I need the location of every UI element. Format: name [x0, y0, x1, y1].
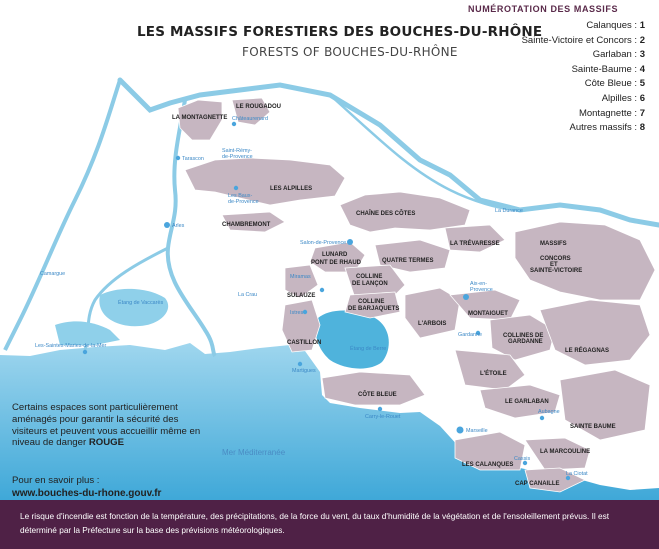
svg-text:Marseille: Marseille	[466, 428, 488, 434]
legend-heading: NUMÉROTATION DES MASSIFS	[468, 4, 619, 14]
svg-text:Étang de Berre: Étang de Berre	[350, 346, 387, 352]
legend-item: Alpilles : 6	[601, 92, 645, 104]
svg-text:Tarascon: Tarascon	[182, 156, 204, 162]
svg-text:Provence: Provence	[470, 287, 493, 293]
svg-text:Camargue: Camargue	[40, 271, 66, 277]
map-subtitle: FORESTS OF BOUCHES-DU-RHÔNE	[242, 45, 458, 59]
svg-text:La Ciotat: La Ciotat	[566, 471, 588, 477]
legend-item: Côte Bleue : 5	[584, 78, 645, 90]
website-link[interactable]: www.bouches-du-rhone.gouv.fr	[12, 488, 162, 499]
svg-text:CHAÎNE DES CÔTES: CHAÎNE DES CÔTES	[356, 211, 416, 217]
svg-text:CASTILLON: CASTILLON	[287, 340, 322, 346]
svg-text:CÔTE BLEUE: CÔTE BLEUE	[358, 392, 397, 398]
svg-text:ET: ET	[550, 262, 558, 268]
map-title: LES MASSIFS FORESTIERS DES BOUCHES-DU-RHÔNE	[137, 24, 543, 40]
legend-item: Sainte-Victoire et Concors : 2	[521, 34, 645, 46]
svg-text:QUATRE TERMES: QUATRE TERMES	[382, 258, 434, 264]
svg-text:La Crau: La Crau	[238, 292, 258, 298]
svg-text:SAINTE BAUME: SAINTE BAUME	[570, 424, 616, 430]
svg-text:LES CALANQUES: LES CALANQUES	[462, 462, 514, 468]
svg-text:SULAUZE: SULAUZE	[287, 293, 316, 299]
legend-item: Montagnette : 7	[578, 107, 645, 119]
svg-text:DE LANÇON: DE LANÇON	[352, 281, 388, 287]
svg-text:Arles: Arles	[172, 223, 185, 229]
svg-text:Salon-de-Provence: Salon-de-Provence	[300, 240, 347, 246]
svg-text:Saint-Rémy-: Saint-Rémy-	[222, 148, 252, 154]
svg-text:MONTAIGUET: MONTAIGUET	[468, 311, 508, 317]
legend-item: Garlaban : 3	[592, 49, 645, 61]
svg-text:de-Provence: de-Provence	[228, 199, 259, 205]
svg-text:MASSIFS: MASSIFS	[540, 241, 567, 247]
svg-text:Istres: Istres	[290, 310, 304, 316]
massif-alpilles	[185, 158, 345, 205]
svg-text:COLLINE: COLLINE	[356, 274, 383, 280]
legend	[455, 19, 645, 136]
svg-text:LA MARCOULINE: LA MARCOULINE	[540, 449, 591, 455]
legend-item: Calanques : 1	[586, 20, 645, 31]
svg-text:COLLINES DE: COLLINES DE	[503, 333, 544, 339]
massif-barjaquets	[345, 292, 400, 318]
svg-text:Cassis: Cassis	[514, 456, 531, 462]
svg-text:Aix-en-: Aix-en-	[470, 281, 488, 287]
svg-text:CHAMBREMONT: CHAMBREMONT	[222, 222, 271, 228]
svg-text:COLLINE: COLLINE	[358, 299, 385, 305]
svg-text:CAP CANAILLE: CAP CANAILLE	[515, 481, 560, 487]
footer-text: Le risque d'incendie est fonction de la température, des précipitations, de la force du vent, du taux d'humidité de la végétation et de l'ensoleillement prévus. Il est déterminé par la Préfecture sur la base des prévisions météorologiques.	[20, 511, 610, 535]
svg-text:LE RÉGAGNAS: LE RÉGAGNAS	[565, 348, 610, 354]
etang-de-berre	[316, 311, 389, 369]
svg-text:L'ARBOIS: L'ARBOIS	[418, 321, 447, 327]
svg-text:Miramas: Miramas	[290, 274, 311, 280]
massif-trevaresse	[445, 225, 505, 252]
svg-text:LA TRÉVARESSE: LA TRÉVARESSE	[450, 241, 500, 247]
camargue-ponds	[55, 321, 120, 345]
svg-text:L'ÉTOILE: L'ÉTOILE	[480, 371, 507, 377]
svg-text:PONT DE RHAUD: PONT DE RHAUD	[311, 260, 362, 266]
svg-text:LE ROUGADOU: LE ROUGADOU	[236, 104, 281, 110]
svg-text:Étang de Vaccarès: Étang de Vaccarès	[118, 300, 164, 306]
svg-text:Gardanne: Gardanne	[458, 332, 482, 338]
svg-text:CONCORS: CONCORS	[540, 256, 571, 262]
info-text: Certains espaces sont particulièrement aménagés pour garantir la sécurité des visiteurs et peuvent vous accueillir même en niveau de danger ROUGE	[12, 402, 201, 449]
svg-text:La Durance: La Durance	[495, 208, 523, 214]
svg-text:LA MONTAGNETTE: LA MONTAGNETTE	[172, 115, 228, 121]
massif-regagnas	[540, 300, 650, 365]
svg-text:Les Baux-: Les Baux-	[228, 193, 253, 199]
massif-cote-bleue	[322, 372, 425, 405]
svg-text:LUNARD: LUNARD	[322, 252, 348, 258]
svg-text:SAINTE-VICTOIRE: SAINTE-VICTOIRE	[530, 268, 583, 274]
svg-text:Les-Saintes-Maries-de-la-Mer: Les-Saintes-Maries-de-la-Mer	[35, 343, 107, 349]
svg-text:de-Provence: de-Provence	[222, 154, 253, 160]
svg-text:LE GARLABAN: LE GARLABAN	[505, 399, 549, 405]
svg-text:Aubagne: Aubagne	[538, 409, 560, 415]
svg-text:Châteaurenard: Châteaurenard	[232, 116, 268, 122]
footer-banner	[0, 500, 659, 549]
svg-text:Martigues: Martigues	[292, 368, 316, 374]
massif-concors-ste-victoire	[515, 222, 655, 300]
more-info-label: Pour en savoir plus :	[12, 475, 100, 486]
svg-text:LES ALPILLES: LES ALPILLES	[270, 186, 313, 192]
etang-vaccares	[99, 289, 168, 326]
danger-level: ROUGE	[88, 437, 125, 449]
svg-text:DE BARJAQUETS: DE BARJAQUETS	[348, 306, 400, 312]
svg-text:GARDANNE: GARDANNE	[508, 339, 543, 345]
svg-text:Mer Méditerranée: Mer Méditerranée	[222, 448, 286, 457]
legend-item: Autres massifs : 8	[569, 122, 645, 134]
svg-text:Carry-le-Rouet: Carry-le-Rouet	[365, 414, 401, 420]
legend-item: Sainte-Baume : 4	[571, 63, 645, 75]
